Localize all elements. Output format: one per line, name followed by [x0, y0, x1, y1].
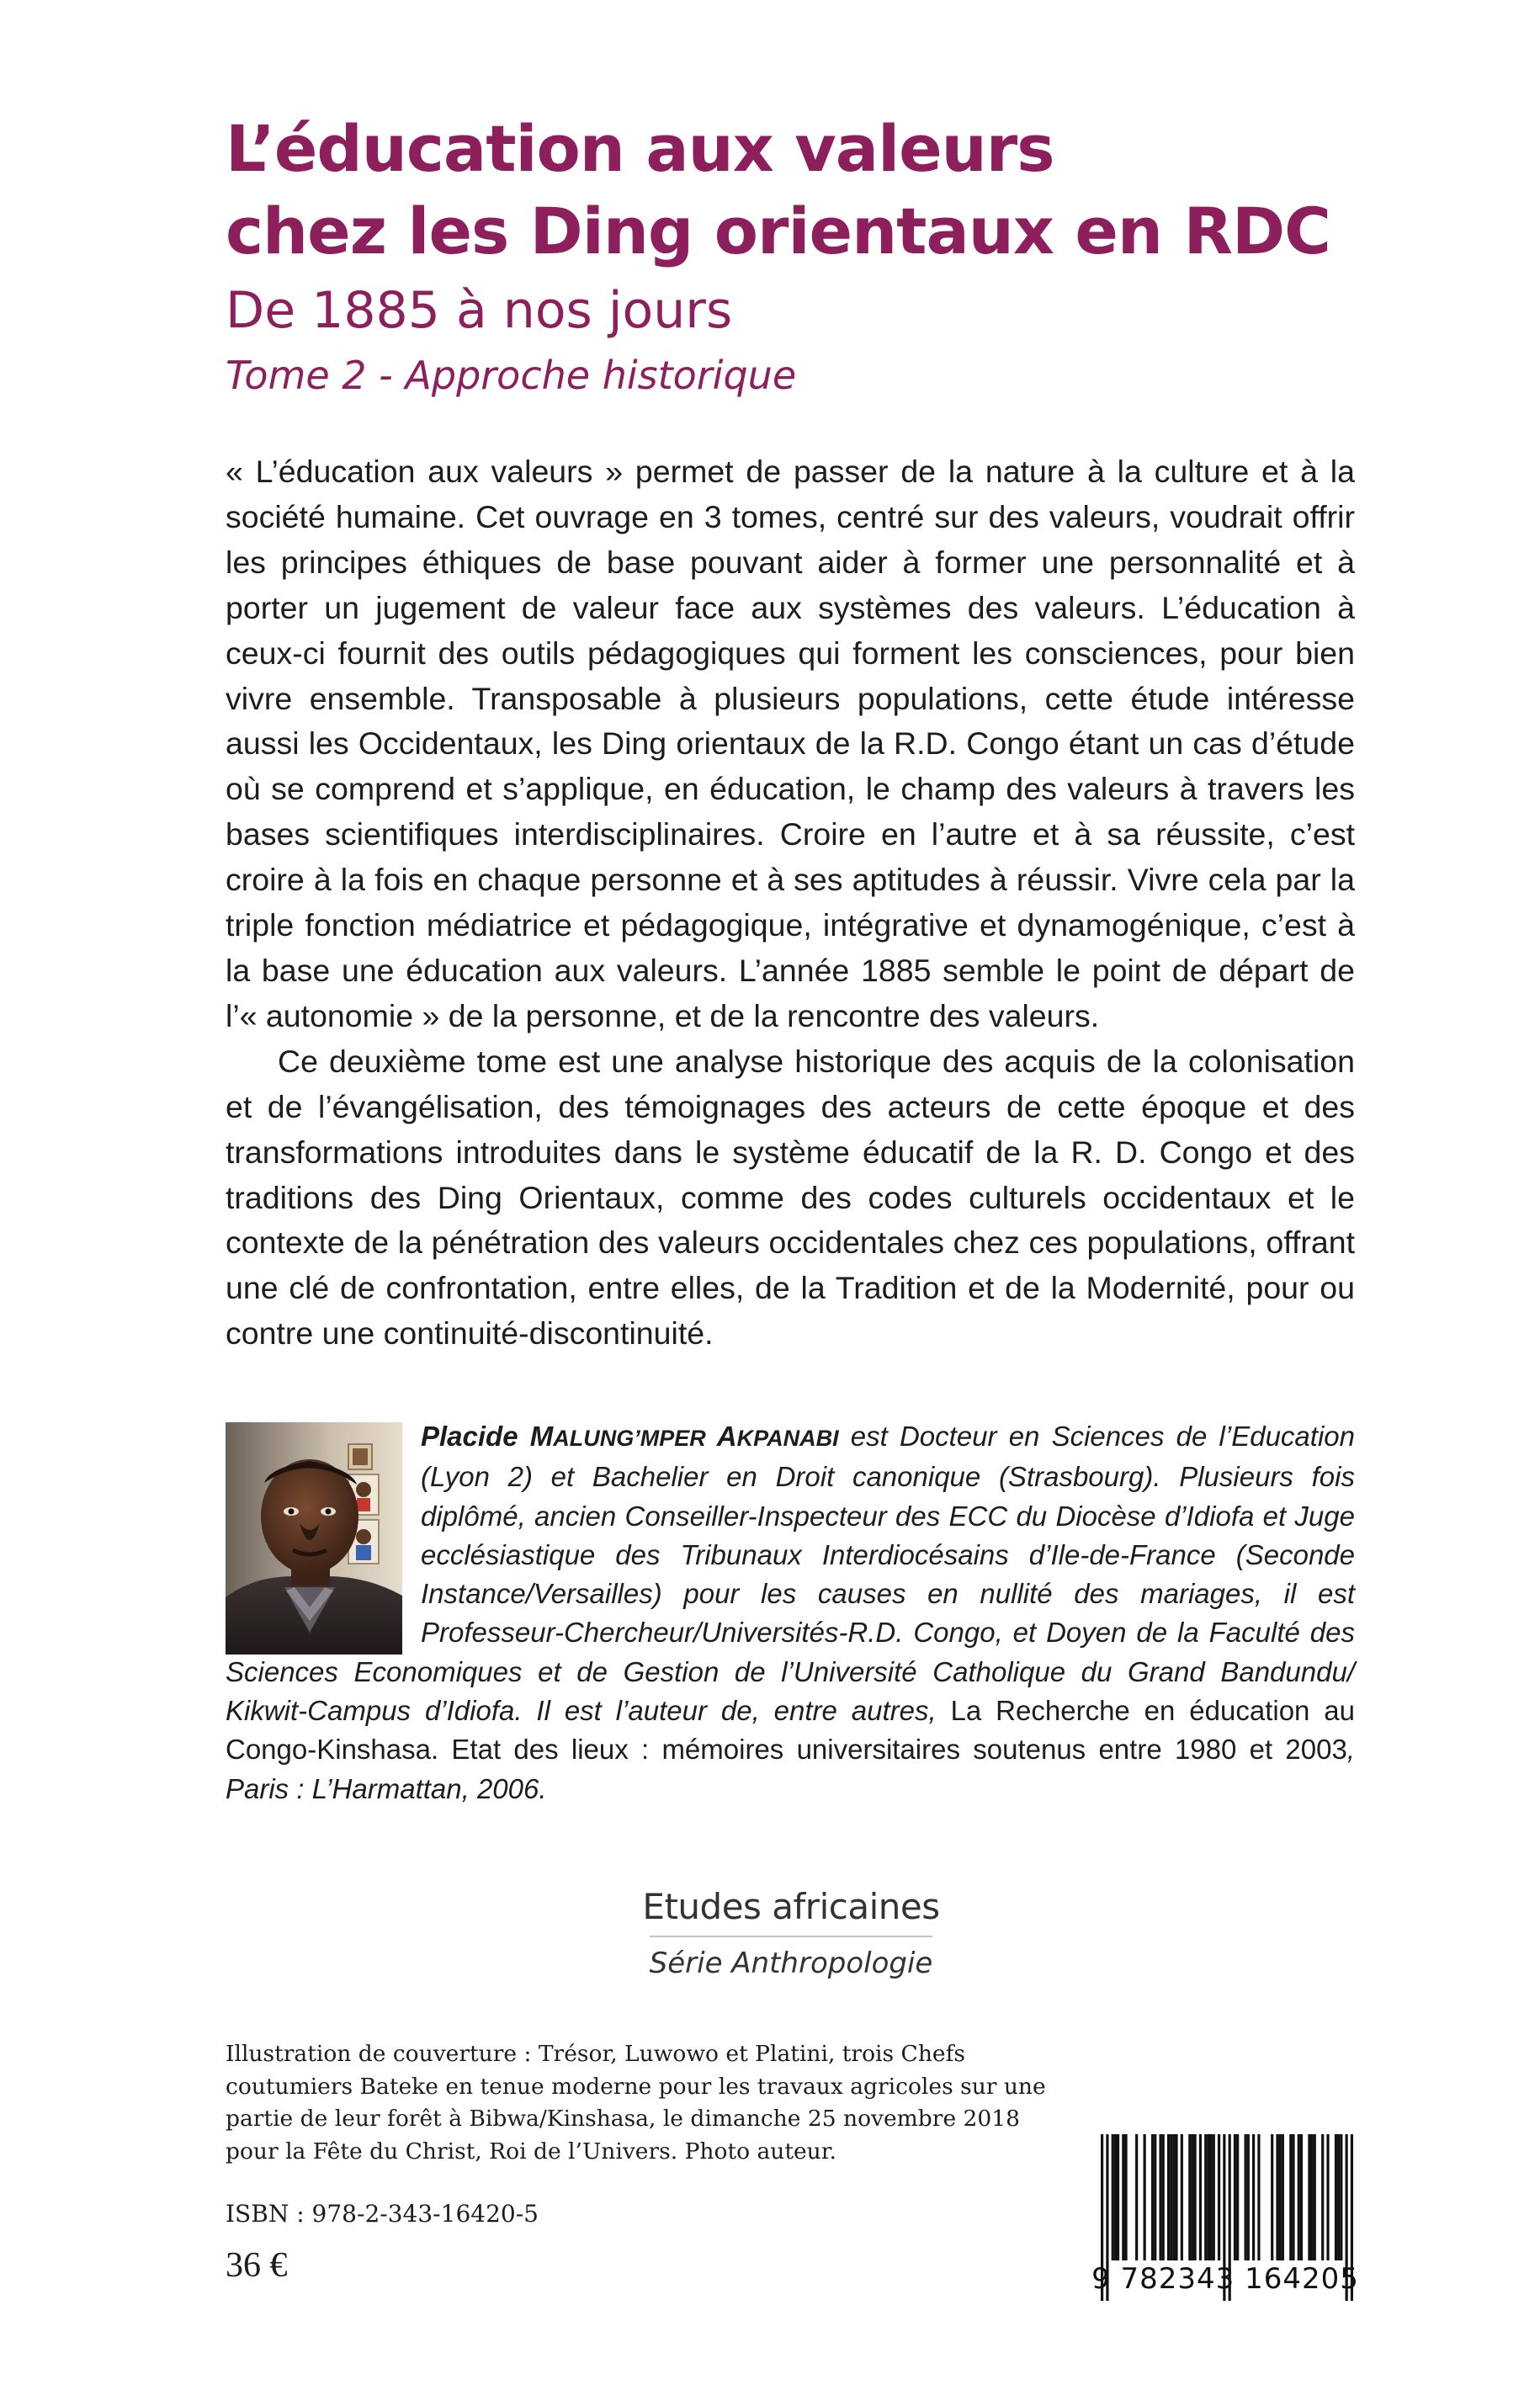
summary	[226, 449, 1355, 1357]
barcode-bar	[1308, 2134, 1310, 2260]
author-biography-text	[226, 1417, 1355, 1809]
barcode-bar	[1172, 2134, 1175, 2260]
barcode-bar	[1276, 2134, 1278, 2260]
barcode-bar	[1181, 2134, 1183, 2260]
barcode-bar	[1207, 2134, 1209, 2260]
barcode-bar	[1218, 2134, 1220, 2260]
barcode-bar	[1170, 2134, 1172, 2260]
barcode-bar	[1257, 2134, 1260, 2260]
barcode-bar	[1112, 2134, 1114, 2260]
isbn: ISBN : 978-2-343-16420-5	[226, 2200, 539, 2228]
barcode-bar	[1167, 2134, 1170, 2260]
book-subtitle: De 1885 à nos jours	[226, 281, 733, 340]
photo-spacer	[226, 1417, 421, 1649]
barcode-bar	[1117, 2134, 1119, 2260]
barcode-bar	[1213, 2134, 1215, 2260]
book-title-line-2: chez les Ding orientaux en RDC	[226, 194, 1330, 268]
cover-illustration-credit: Illustration de couverture : Trésor, Luwowo et Platini, trois Chefs coutumiers Bateke en tenue moderne pour les travaux agricoles sur une partie de leur forêt à Bibwa/Kinshasa, le dimanche 25 novembre 2018 pour la Fête du Christ, Roi de l’Univers. Photo auteur.	[226, 2041, 1046, 2165]
barcode-bar	[1199, 2134, 1202, 2260]
barcode-bar	[1236, 2134, 1239, 2260]
barcode-bar	[1162, 2134, 1165, 2260]
barcode-bar	[1271, 2134, 1273, 2260]
barcode-bar	[1335, 2134, 1337, 2260]
barcode-digits: 9 782343 164205	[1091, 2262, 1359, 2296]
barcode-bar	[1209, 2134, 1212, 2260]
barcode-bar	[1298, 2134, 1300, 2260]
barcode-bar	[1175, 2134, 1177, 2260]
barcode-bar	[1314, 2134, 1316, 2260]
author-first-name: Placide	[421, 1421, 518, 1452]
series-logo	[640, 1882, 943, 1984]
book-title	[226, 108, 1404, 273]
price: 36 €	[226, 2246, 288, 2285]
series-subseries: Série Anthropologie	[649, 1947, 933, 1980]
barcode-bar	[1122, 2134, 1124, 2260]
volume-label: Tome 2 - Approche historique	[226, 353, 797, 398]
barcode-bar	[1321, 2134, 1324, 2260]
barcode-bar	[1114, 2134, 1117, 2260]
barcode-bar	[1159, 2134, 1161, 2260]
summary-paragraph-2: Ce deuxième tome est une analyse historique des acquis de la colonisation et de l’évangélisation, des témoignages des acteurs de cette époque et des transformations introduites dans le système éducatif de la R. D. Congo et des traditions des Ding Orientaux, comme des codes culturels occidentaux et le contexte de la pénétration des valeurs occidentales chez ces populations, offrant une clé de confrontation, entre elles, de la Tradition et de la Modernité, pour ou contre une continuité-discontinuité.	[226, 1043, 1355, 1352]
author-book-title: La Recherche en éducation au Congo-Kinshasa. Etat des lieux : mémoires universitaires soutenus entre 1980 et 2003	[226, 1695, 1356, 1766]
barcode-bar	[1279, 2134, 1282, 2260]
barcode-bar	[1234, 2134, 1236, 2260]
barcode-bar	[1252, 2134, 1255, 2260]
barcode-bar	[1282, 2134, 1284, 2260]
author-last-name-rest-2: KPANABI	[736, 1426, 839, 1451]
barcode-bar	[1124, 2134, 1127, 2260]
barcode-bar	[1191, 2134, 1193, 2260]
barcode-bar	[1247, 2134, 1250, 2260]
book-title-line-1: L’éducation aux valeurs	[226, 111, 1054, 186]
barcode-bar	[1144, 2134, 1146, 2260]
barcode-bar	[1154, 2134, 1156, 2260]
barcode-bar	[1340, 2134, 1342, 2260]
barcode-bar	[1310, 2134, 1313, 2260]
barcode-bar	[1135, 2134, 1138, 2260]
author-bio-part-2: , Paris : L’Harmattan, 2006.	[226, 1734, 1355, 1804]
summary-paragraph-1: « L’éducation aux valeurs » permet de passer de la nature à la culture et à la société humaine. Cet ouvrage en 3 tomes, centré sur des valeurs, voudrait offrir les principes éthiques de base pouvant aider à former une personnalité et à porter un jugement de valeur face aux systèmes des valeurs. L’éducation à ceux-ci fournit des outils pédagogiques qui forment les consciences, pour bien vivre ensemble. Transposable à plusieurs populations, cette étude intéresse aussi les Occidentaux, les Ding orientaux de la R.D. Congo étant un cas d’étude où se comprend et s’applique, en éducation, le champ des valeurs à travers les bases scientifiques interdisciplinaires. Croire en l’autre et à sa réussite, c’est croire à la fois en chaque personne et à ses aptitudes à réussir. Vivre cela par la triple fonction médiatrice et pédagogique, intégrative et dynamogénique, c’est à la base une éducation aux valeurs. L’année 1885 semble le point de départ de l’« autonomie » de la personne, et de la rencontre des valeurs.	[226, 454, 1355, 1033]
author-last-name-rest-1: ALUNG’MPER	[553, 1426, 706, 1451]
barcode-bar	[1245, 2134, 1247, 2260]
series-divider	[650, 1936, 932, 1937]
barcode-bar	[1326, 2134, 1329, 2260]
author-last-name-initial-1: M	[529, 1421, 554, 1452]
barcode-bar	[1289, 2134, 1292, 2260]
author-bio-part-1: est Docteur en Sciences de l’Education (Lyon 2) et Bachelier en Droit canonique (Strasbourg). Plusieurs fois diplômé, ancien Conseiller-Inspecteur des ECC du Diocèse d’Idiofa et Juge ecclésiastique des Tribunaux Interdiocésains d’Ile-de-France (Seconde Instance/Versailles) pour les causes en nullité des mariages, il est Professeur-Chercheur/Universités-R.D. Congo, et Doyen de la Faculté des Sciences Economiques et de Gestion de l’Université Catholique du Grand Bandundu/ Kikwit-Campus d’Idiofa. Il est l’auteur de, entre autres,	[226, 1421, 1355, 1727]
title-block	[226, 108, 1404, 401]
barcode-bar	[1194, 2134, 1197, 2260]
author-biography	[226, 1417, 1355, 1809]
barcode-bar	[1300, 2134, 1303, 2260]
series-name: Etudes africaines	[642, 1886, 940, 1927]
barcode-bar	[1292, 2134, 1294, 2260]
barcode-bar	[1151, 2134, 1154, 2260]
barcode-bar	[1204, 2134, 1207, 2260]
author-last-name-initial-2: A	[716, 1421, 737, 1452]
barcode-bar	[1337, 2134, 1340, 2260]
barcode-bar	[1188, 2134, 1191, 2260]
author-name	[421, 1421, 839, 1452]
